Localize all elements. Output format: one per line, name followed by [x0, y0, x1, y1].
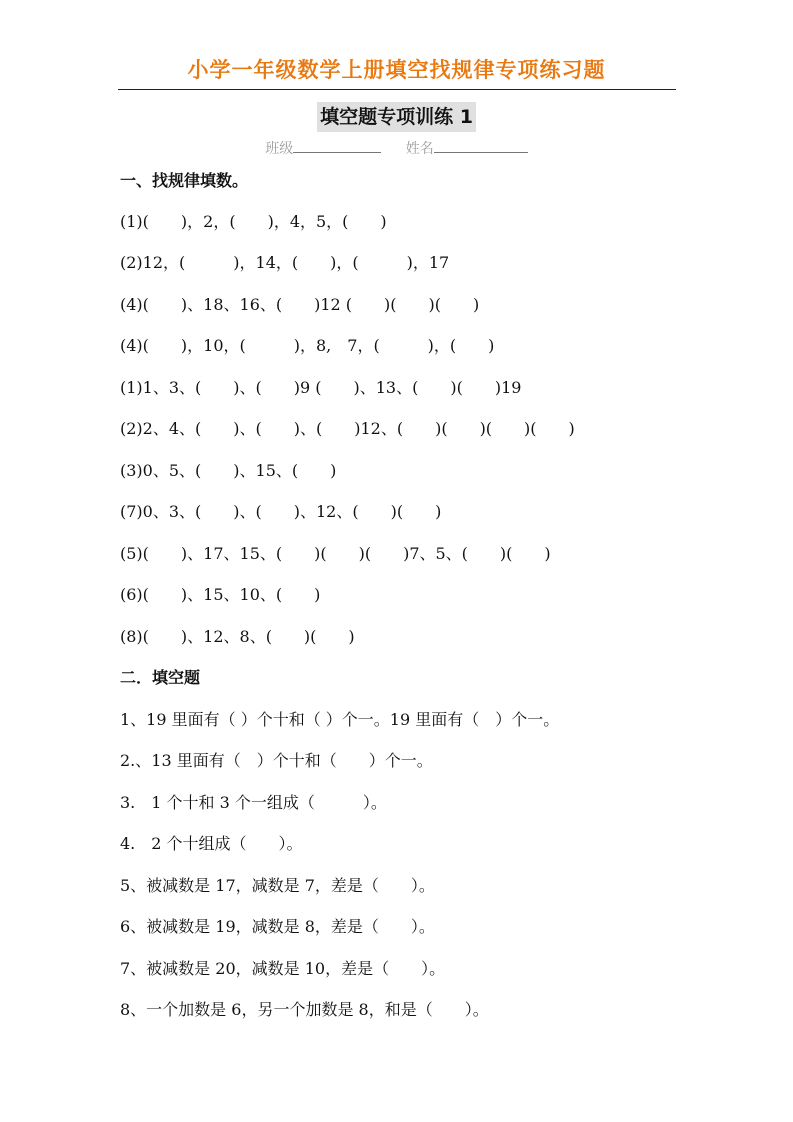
fill-blank-item: 4. 2 个十组成（ ）。 [120, 834, 303, 853]
class-blank[interactable] [293, 138, 381, 153]
name-blank[interactable] [434, 138, 528, 153]
section2-heading: 二．填空题 [120, 668, 201, 687]
pattern-item: (7)0、3、( )、( )、12、( )( ) [120, 502, 442, 521]
class-field [265, 138, 381, 159]
pattern-item: (8)( )、12、8、( )( ) [120, 627, 355, 646]
pattern-item: (6)( )、15、10、( ) [120, 585, 321, 604]
pattern-item: (1)( )，2，( )，4，5，( ) [120, 212, 387, 231]
fill-blank-item: 8、一个加数是 6，另一个加数是 8，和是（ ）。 [120, 1000, 489, 1019]
fill-blank-item: 2.、13 里面有（ ）个十和（ ）个一。 [120, 751, 433, 770]
pattern-item: (1)1、3、( )、( )9 ( )、13、( )( )19 [120, 378, 522, 397]
student-info-line [0, 138, 793, 159]
sheet-title: 填空题专项训练 1 [317, 102, 476, 132]
fill-blank-item: 3. 1 个十和 3 个一组成（ ）。 [120, 793, 387, 812]
pattern-item: (2)12，( )，14，( )，( )，17 [120, 253, 450, 272]
name-field [406, 138, 528, 159]
fill-blank-item: 1、19 里面有（ ）个十和（ ）个一。19 里面有（ ）个一。 [120, 710, 560, 729]
pattern-item: (4)( )，10，( )，8, 7，( )，( ) [120, 336, 495, 355]
header-divider [118, 89, 676, 90]
pattern-item: (4)( )、18、16、( )12 ( )( )( ) [120, 295, 480, 314]
pattern-item: (2)2、4、( )、( )、( )12、( )( )( )( ) [120, 419, 575, 438]
section1-heading: 一、找规律填数。 [120, 171, 249, 190]
pattern-item: (3)0、5、( )、15、( ) [120, 461, 337, 480]
sheet-title-wrapper [0, 102, 793, 132]
fill-blank-item: 6、被减数是 19，减数是 8，差是（ ）。 [120, 917, 435, 936]
class-label: 班级 [265, 141, 294, 157]
fill-blank-item: 5、被减数是 17，减数是 7，差是（ ）。 [120, 876, 435, 895]
name-label: 姓名 [405, 141, 434, 157]
fill-blank-item: 7、被减数是 20，减数是 10，差是（ ）。 [120, 959, 446, 978]
pattern-item: (5)( )、17、15、( )( )( )7、5、( )( ) [120, 544, 551, 563]
document-header-title: 小学一年级数学上册填空找规律专项练习题 [187, 58, 606, 82]
